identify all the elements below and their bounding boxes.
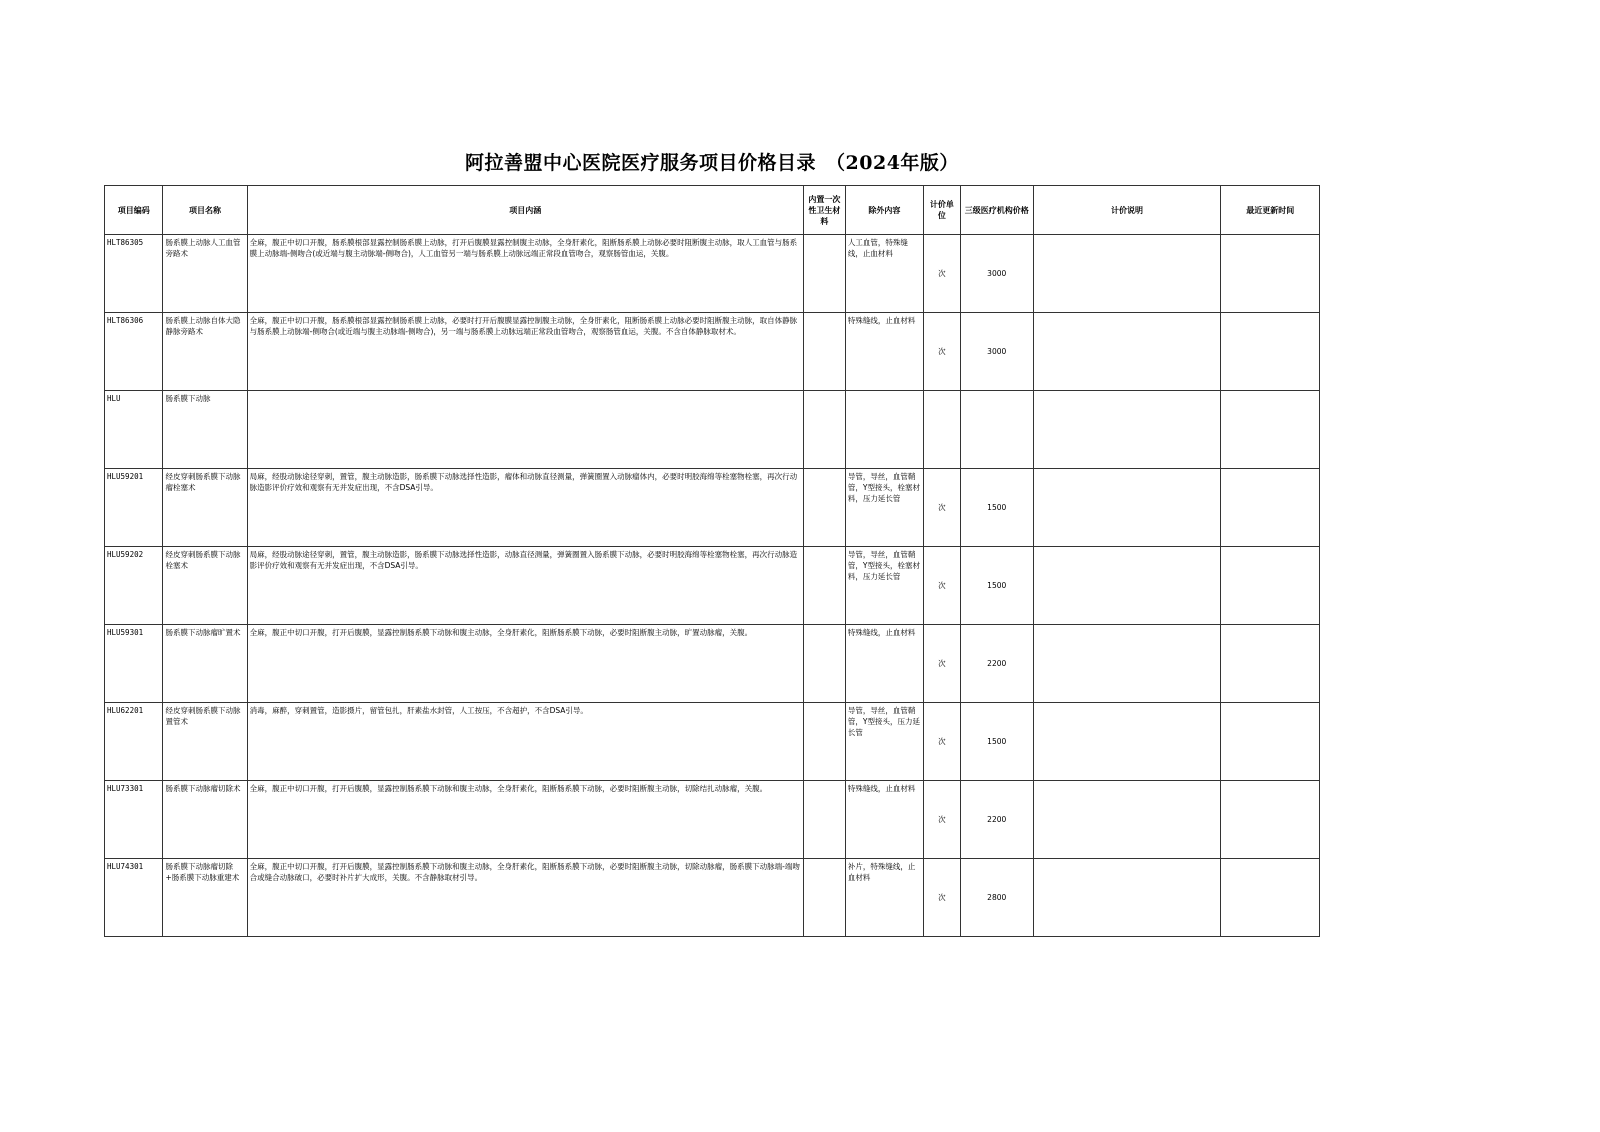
header-price: 三级医疗机构价格 [960,186,1033,235]
header-name: 项目名称 [163,186,247,235]
cell-name: 肠系膜下动脉瘤切除+肠系膜下动脉重建术 [163,859,247,937]
cell-material [803,703,845,781]
cell-name: 肠系膜下动脉瘤旷置术 [163,625,247,703]
cell-unit: 次 [923,859,960,937]
table-row [105,781,1320,859]
cell-updated [1221,469,1320,547]
cell-excluded: 补片，特殊缝线，止血材料 [845,859,923,937]
cell-name: 经皮穿刺肠系膜下动脉瘤栓塞术 [163,469,247,547]
cell-code: HLU73301 [105,781,163,859]
cell-content: 局麻，经股动脉途径穿刺，置管，腹主动脉造影，肠系膜下动脉选择性造影，瘤体和动脉直径测量，弹簧圈置入动脉瘤体内，必要时明胶海绵等栓塞物栓塞，再次行动脉造影评价疗效和观察有无并发症出现，不含DSA引导。 [247,469,803,547]
price-table [104,185,1320,937]
cell-name: 经皮穿刺肠系膜下动脉栓塞术 [163,547,247,625]
cell-name: 肠系膜下动脉瘤切除术 [163,781,247,859]
header-note: 计价说明 [1033,186,1221,235]
header-material: 内置一次性卫生材料 [803,186,845,235]
cell-price: 2200 [960,781,1033,859]
cell-excluded: 特殊缝线，止血材料 [845,313,923,391]
cell-code: HLT86306 [105,313,163,391]
table-row [105,235,1320,313]
cell-unit: 次 [923,703,960,781]
cell-price: 2800 [960,859,1033,937]
cell-name: 肠系膜上动脉自体大隐静脉旁路术 [163,313,247,391]
cell-note [1033,391,1221,469]
table-row [105,703,1320,781]
cell-material [803,625,845,703]
cell-updated [1221,781,1320,859]
cell-unit: 次 [923,781,960,859]
cell-price: 1500 [960,469,1033,547]
cell-updated [1221,625,1320,703]
cell-material [803,469,845,547]
header-excluded: 除外内容 [845,186,923,235]
cell-updated [1221,547,1320,625]
document-title: 阿拉善盟中心医院医疗服务项目价格目录 （2024年版） [465,152,959,174]
cell-material [803,859,845,937]
table-row [105,469,1320,547]
cell-price: 1500 [960,703,1033,781]
cell-note [1033,469,1221,547]
cell-code: HLT86305 [105,235,163,313]
cell-updated [1221,313,1320,391]
cell-content: 全麻，腹正中切口开腹，打开后腹膜，显露控制肠系膜下动脉和腹主动脉，全身肝素化，阻断肠系膜下动脉，必要时阻断腹主动脉，旷置动脉瘤，关腹。 [247,625,803,703]
cell-unit: 次 [923,547,960,625]
cell-price: 1500 [960,547,1033,625]
cell-name: 肠系膜上动脉人工血管旁路术 [163,235,247,313]
cell-excluded [845,391,923,469]
cell-updated [1221,391,1320,469]
header-row [105,186,1320,235]
cell-code: HLU59202 [105,547,163,625]
cell-unit: 次 [923,313,960,391]
cell-excluded: 人工血管，特殊缝线，止血材料 [845,235,923,313]
cell-updated [1221,235,1320,313]
cell-material [803,235,845,313]
table-row [105,313,1320,391]
header-unit: 计价单位 [923,186,960,235]
cell-price: 2200 [960,625,1033,703]
cell-code: HLU59301 [105,625,163,703]
cell-note [1033,625,1221,703]
cell-unit: 次 [923,469,960,547]
cell-excluded: 导管，导丝，血管鞘管，Y型接头，栓塞材料，压力延长管 [845,469,923,547]
header-content: 项目内涵 [247,186,803,235]
cell-content: 消毒，麻醉，穿刺置管，造影摄片，留管包扎，肝素盐水封管，人工按压，不含超护，不含DSA引导。 [247,703,803,781]
cell-note [1033,313,1221,391]
cell-excluded: 导管，导丝，血管鞘管，Y型接头，栓塞材料，压力延长管 [845,547,923,625]
cell-content: 全麻，腹正中切口开腹，打开后腹膜，显露控制肠系膜下动脉和腹主动脉，全身肝素化，阻断肠系膜下动脉，必要时阻断腹主动脉，切除动脉瘤，肠系膜下动脉端-端吻合或缝合动脉破口，必要时补片扩大成形，关腹。不含静脉取材引导。 [247,859,803,937]
table-row [105,625,1320,703]
table-row [105,859,1320,937]
cell-code: HLU62201 [105,703,163,781]
cell-updated [1221,703,1320,781]
cell-unit: 次 [923,235,960,313]
cell-note [1033,547,1221,625]
cell-name: 肠系膜下动脉 [163,391,247,469]
cell-code: HLU [105,391,163,469]
table-row [105,547,1320,625]
cell-excluded: 特殊缝线，止血材料 [845,625,923,703]
cell-content: 全麻，腹正中切口开腹，打开后腹膜，显露控制肠系膜下动脉和腹主动脉，全身肝素化，阻断肠系膜下动脉，必要时阻断腹主动脉，切除结扎动脉瘤，关腹。 [247,781,803,859]
cell-code: HLU59201 [105,469,163,547]
cell-updated [1221,859,1320,937]
cell-note [1033,235,1221,313]
cell-content: 局麻，经股动脉途径穿刺，置管，腹主动脉造影，肠系膜下动脉选择性造影，动脉直径测量，弹簧圈置入肠系膜下动脉，必要时明胶海绵等栓塞物栓塞，再次行动脉造影评价疗效和观察有无并发症出现，不含DSA引导。 [247,547,803,625]
cell-note [1033,859,1221,937]
cell-content [247,391,803,469]
cell-note [1033,781,1221,859]
cell-content: 全麻，腹正中切口开腹，肠系膜根部显露控制肠系膜上动脉，打开后腹膜显露控制腹主动脉，全身肝素化，阻断肠系膜上动脉必要时阻断腹主动脉，取人工血管与肠系膜上动脉端-侧吻合(或近端与腹主动脉端-侧吻合)，人工血管另一端与肠系膜上动脉远端正常段血管吻合，观察肠管血运，关腹。 [247,235,803,313]
cell-material [803,391,845,469]
cell-code: HLU74301 [105,859,163,937]
table-row [105,391,1320,469]
cell-price: 3000 [960,313,1033,391]
header-updated: 最近更新时间 [1221,186,1320,235]
cell-price [960,391,1033,469]
cell-material [803,313,845,391]
cell-material [803,781,845,859]
cell-name: 经皮穿刺肠系膜下动脉置管术 [163,703,247,781]
cell-material [803,547,845,625]
cell-excluded: 导管，导丝，血管鞘管，Y型接头，压力延长管 [845,703,923,781]
cell-excluded: 特殊缝线，止血材料 [845,781,923,859]
cell-note [1033,703,1221,781]
cell-unit [923,391,960,469]
header-code: 项目编码 [105,186,163,235]
cell-price: 3000 [960,235,1033,313]
cell-content: 全麻，腹正中切口开腹，肠系膜根部显露控制肠系膜上动脉，必要时打开后腹膜显露控制腹主动脉，全身肝素化，阻断肠系膜上动脉必要时阻断腹主动脉，取自体静脉与肠系膜上动脉端-侧吻合(或近端与腹主动脉端-侧吻合)，另一端与肠系膜上动脉远端正常段血管吻合，观察肠管血运，关腹。不含自体静脉取材术。 [247,313,803,391]
cell-unit: 次 [923,625,960,703]
